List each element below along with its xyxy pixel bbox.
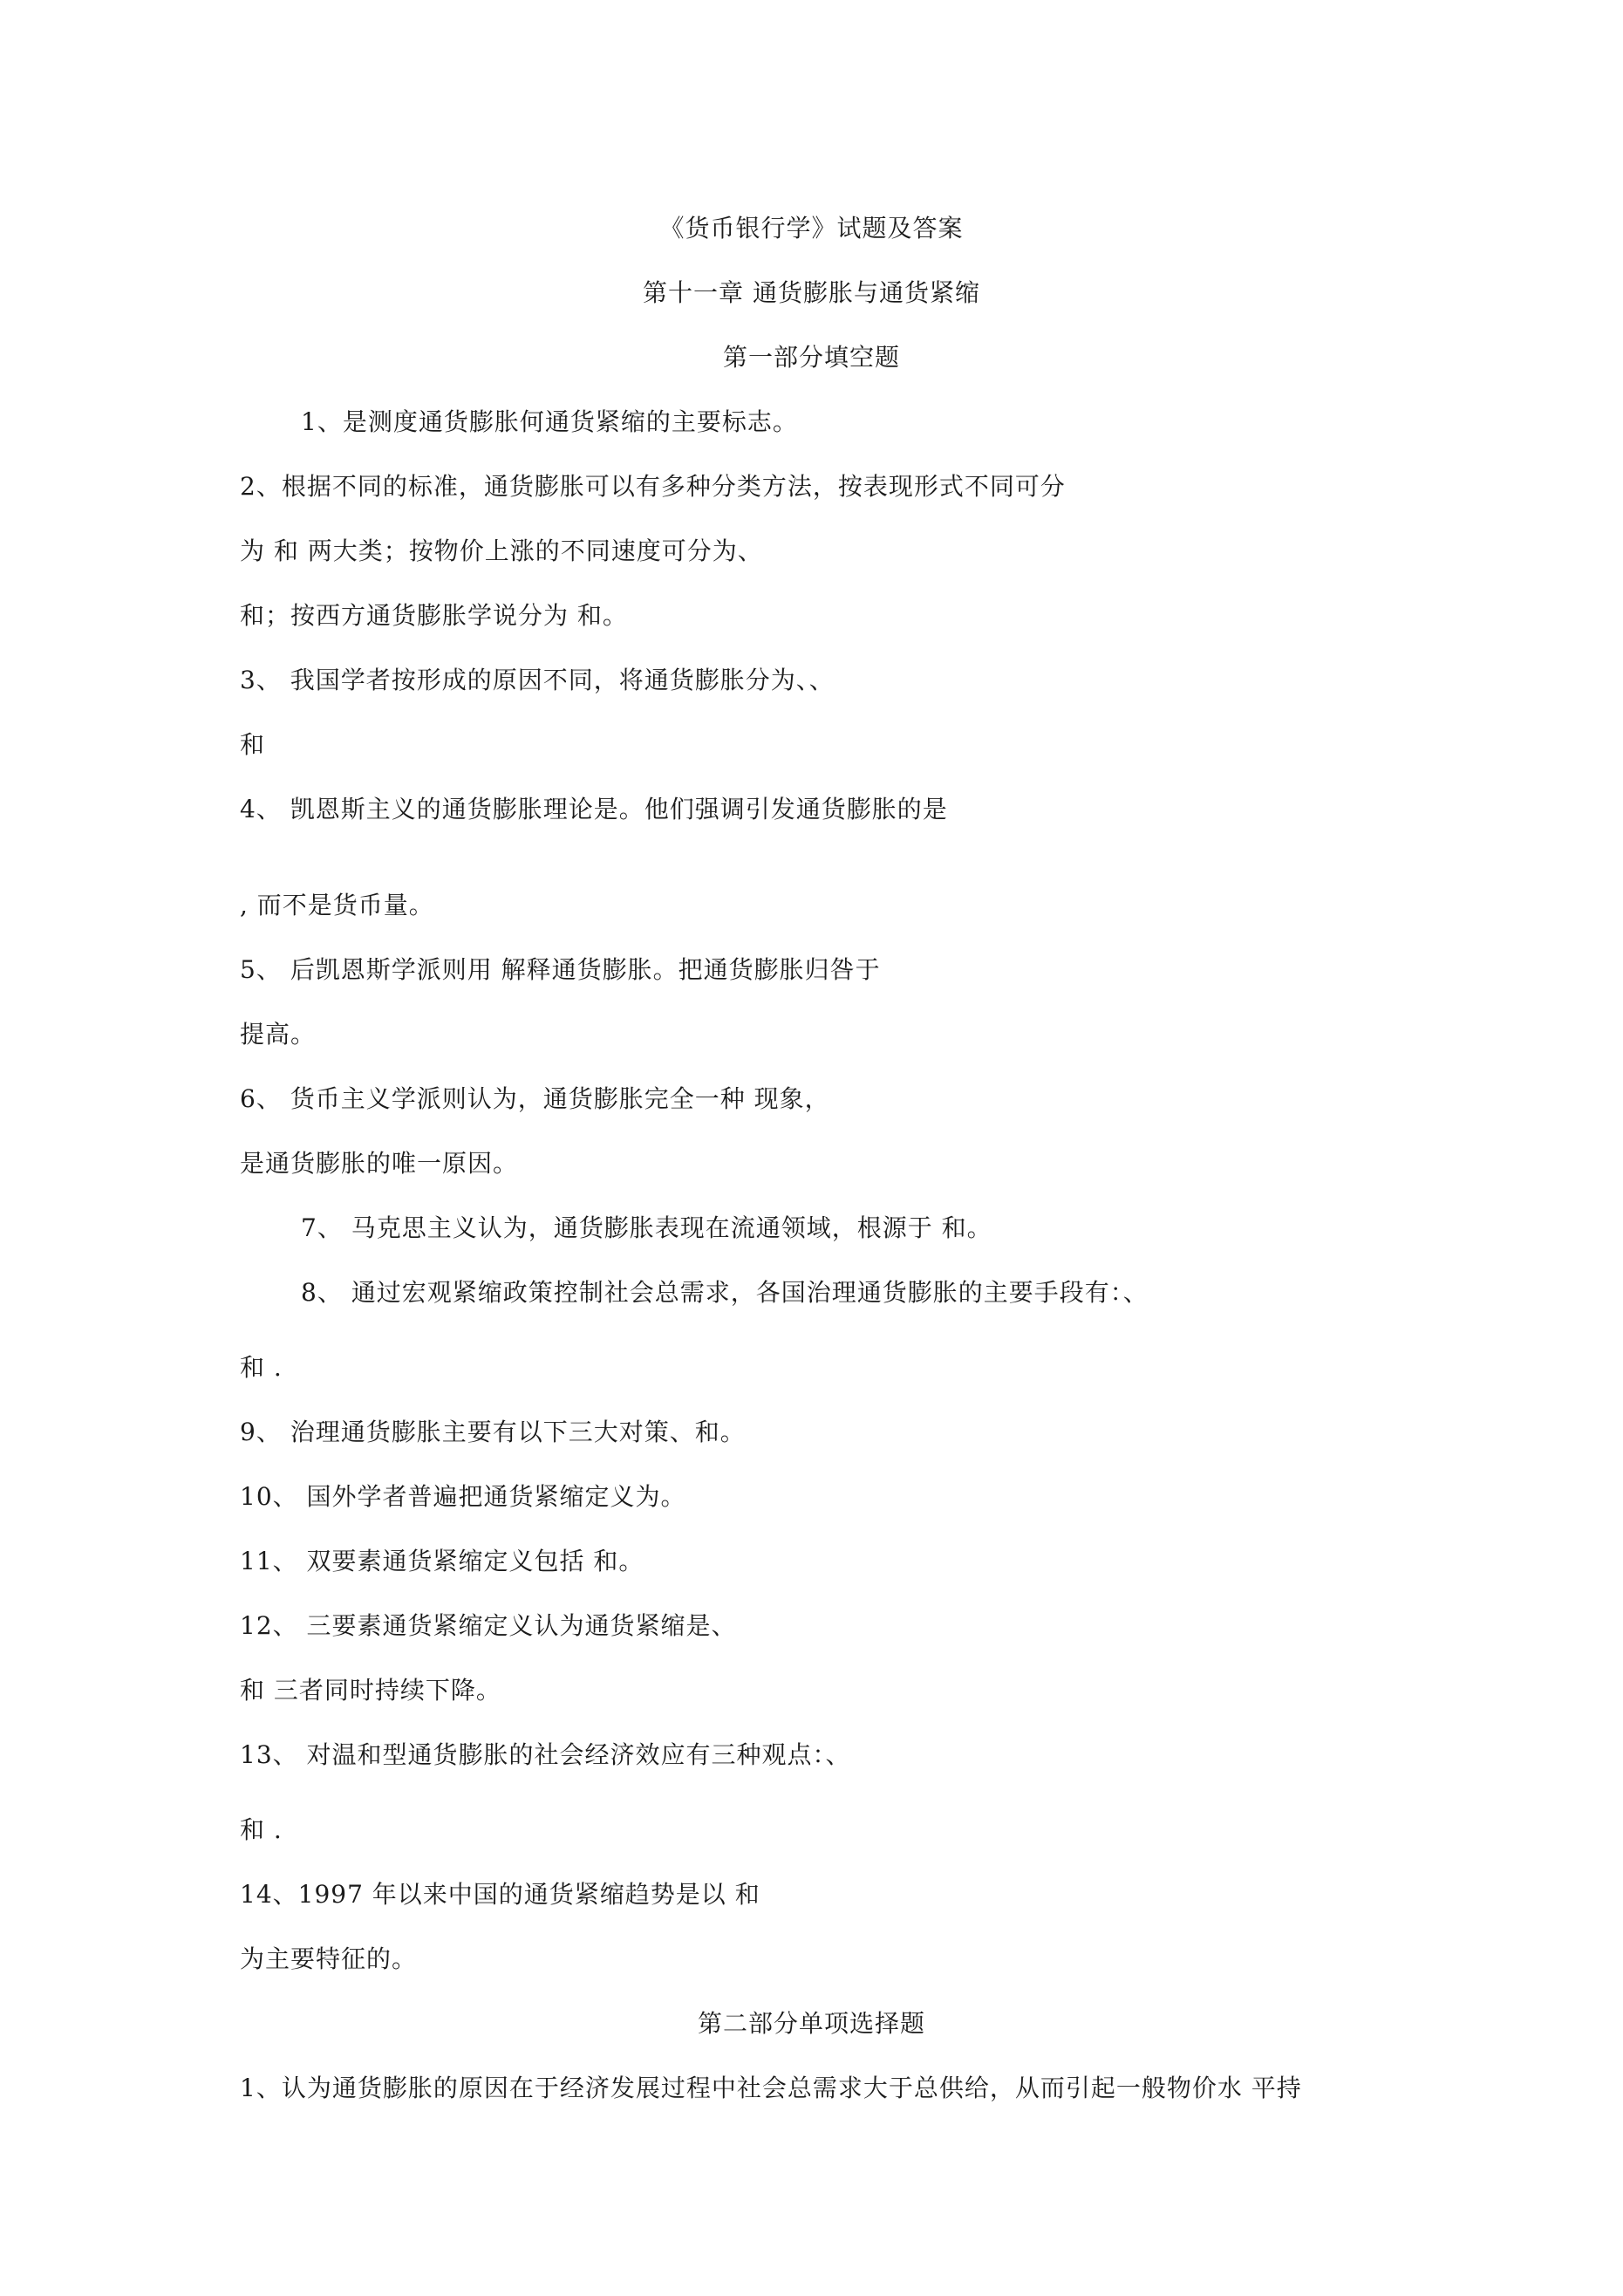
question-line: 4、 凯恩斯主义的通货膨胀理论是。他们强调引发通货膨胀的是	[240, 795, 948, 823]
question-line: 1、是测度通货膨胀何通货紧缩的主要标志。	[301, 407, 798, 436]
question-line: 10、 国外学者普遍把通货紧缩定义为。	[240, 1482, 686, 1511]
section-heading-single-choice: 第二部分单项选择题	[697, 2009, 925, 2038]
question-line: , 而不是货币量。	[240, 891, 434, 919]
question-line: 为主要特征的。	[240, 1944, 418, 1973]
question-line: 提高。	[240, 1020, 317, 1049]
question-line: 1、认为通货膨胀的原因在于经济发展过程中社会总需求大于总供给，从而引起一般物价水 平持	[240, 2074, 1302, 2102]
document-title: 《货币银行学》试题及答案	[659, 214, 964, 243]
question-line: 和；按西方通货膨胀学说分为 和。	[240, 601, 628, 630]
question-line: 和 .	[240, 1815, 283, 1844]
question-line: 和 .	[240, 1353, 283, 1382]
question-line: 3、 我国学者按形成的原因不同，将通货膨胀分为、、	[240, 666, 835, 694]
question-line: 12、 三要素通货紧缩定义认为通货紧缩是、	[240, 1611, 737, 1640]
question-line: 2、根据不同的标准，通货膨胀可以有多种分类方法，按表现形式不同可分	[240, 472, 1066, 501]
question-line: 是通货膨胀的唯一原因。	[240, 1149, 519, 1178]
question-line: 13、 对温和型通货膨胀的社会经济效应有三种观点：、	[240, 1740, 851, 1769]
question-line: 和 三者同时持续下降。	[240, 1676, 501, 1705]
question-line: 14、1997 年以来中国的通货紧缩趋势是以 和	[240, 1880, 760, 1909]
question-line: 和	[240, 730, 266, 759]
question-line: 为 和 两大类；按物价上涨的不同速度可分为、	[240, 536, 763, 565]
section-heading-fill-blank: 第一部分填空题	[722, 343, 900, 372]
question-line: 6、 货币主义学派则认为，通货膨胀完全一种 现象，	[240, 1084, 830, 1113]
question-line: 8、 通过宏观紧缩政策控制社会总需求，各国治理通货膨胀的主要手段有：、	[301, 1278, 1149, 1307]
question-line: 5、 后凯恩斯学派则用 解释通货膨胀。把通货膨胀归咎于	[240, 955, 881, 984]
question-line: 11、 双要素通货紧缩定义包括 和。	[240, 1547, 644, 1575]
question-line: 7、 马克思主义认为，通货膨胀表现在流通领域，根源于 和。	[301, 1213, 992, 1242]
question-line: 9、 治理通货膨胀主要有以下三大对策、和。	[240, 1418, 746, 1446]
chapter-heading: 第十一章 通货膨胀与通货紧缩	[643, 278, 980, 307]
